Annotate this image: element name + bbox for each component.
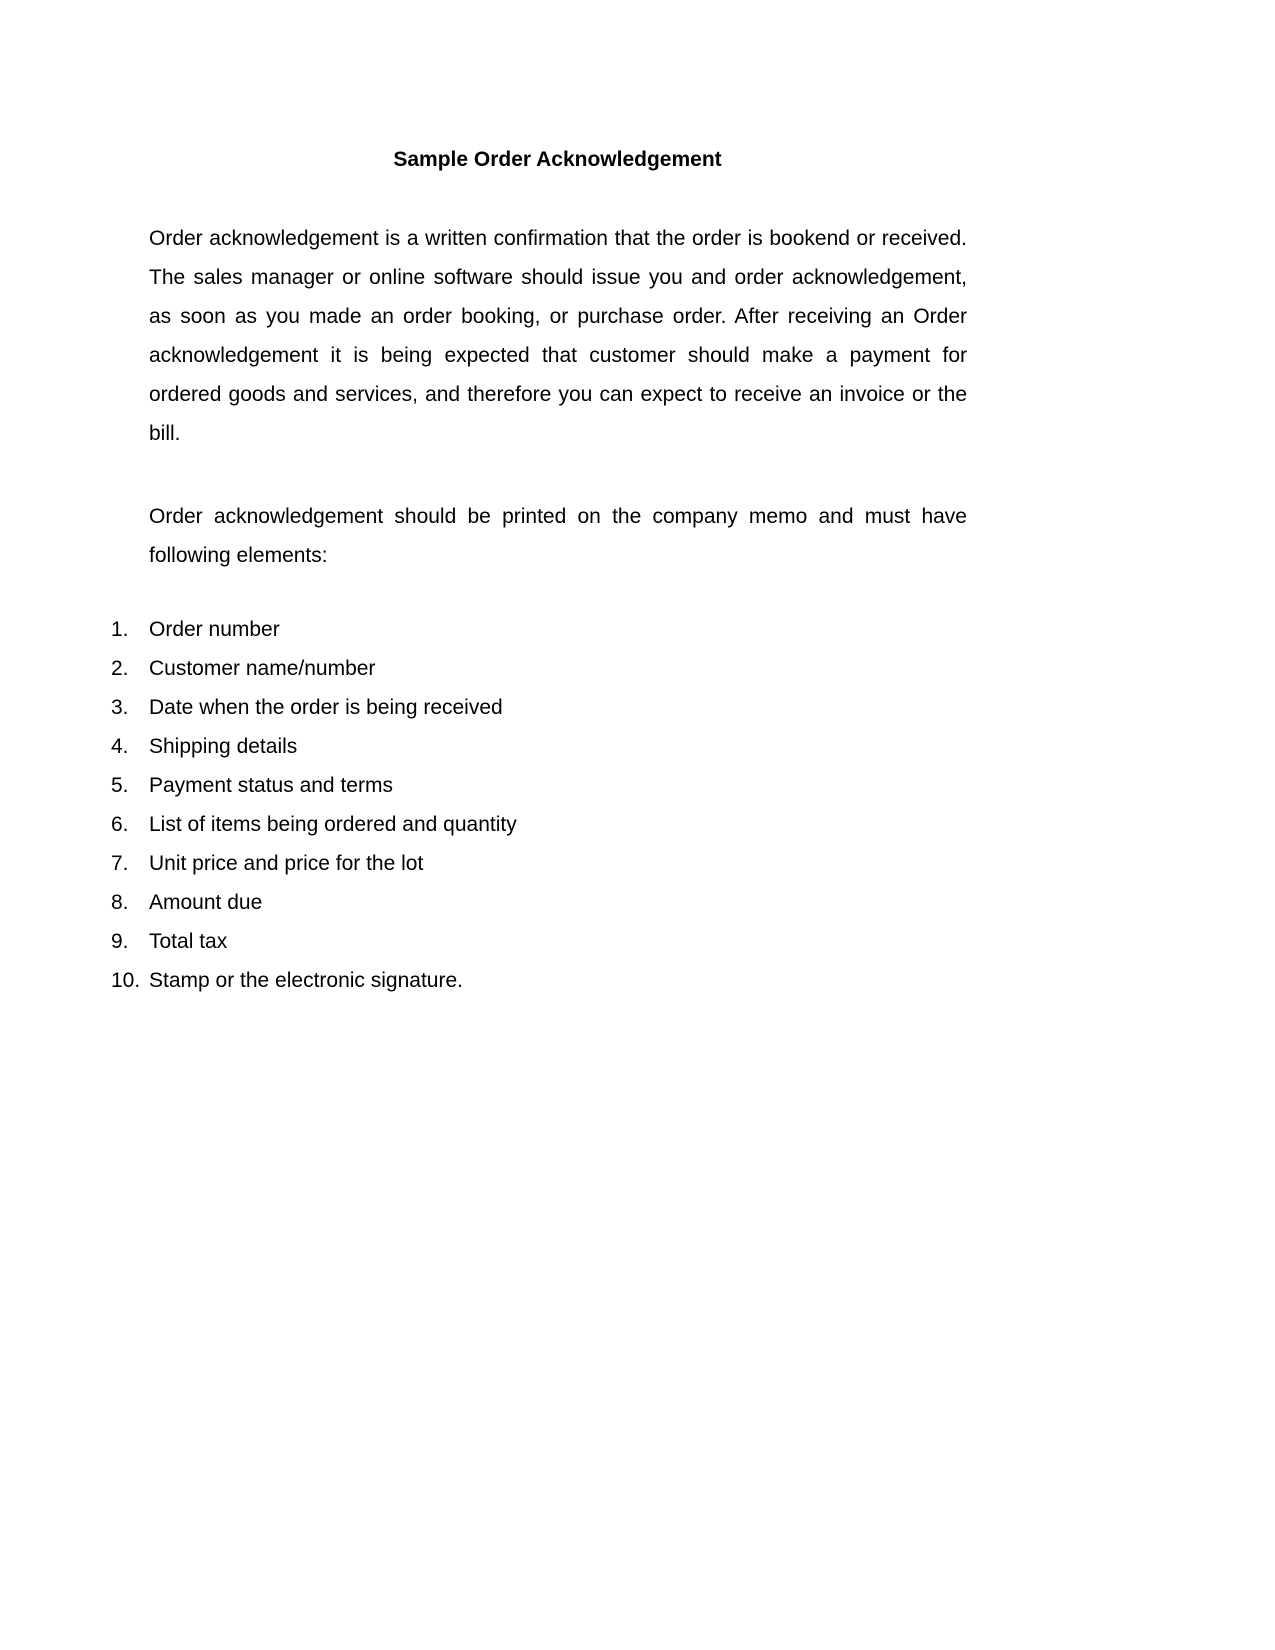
list-item-text: Amount due — [149, 891, 263, 914]
list-item-number: 6. — [111, 813, 129, 836]
list-item-number: 10. — [111, 969, 141, 992]
list-item-text: Customer name/number — [149, 657, 376, 680]
list-item-text: Shipping details — [149, 735, 298, 758]
list-item-number: 7. — [111, 852, 129, 875]
list-item-text: Stamp or the electronic signature. — [149, 969, 463, 992]
intro-paragraph: Order acknowledgement is a written confirmation that the order is bookend or received. The sales manager or online software should issue you and order acknowledgement, as soon as you made an order booking, or purchase order. After receiving an Order acknowledgement it is being expected that customer should make a payment for ordered goods and services, and therefore you can expect to receive an invoice or the bill. — [149, 227, 967, 445]
list-item-number: 4. — [111, 735, 129, 758]
document-title: Sample Order Acknowledgement — [393, 148, 722, 171]
list-item-text: List of items being ordered and quantity — [149, 813, 517, 836]
elements-paragraph: Order acknowledgement should be printed on the company memo and must have following elements: — [149, 505, 967, 567]
list-item-number: 5. — [111, 774, 129, 797]
list-item-text: Total tax — [149, 930, 228, 953]
list-item-number: 8. — [111, 891, 129, 914]
list-item-text: Unit price and price for the lot — [149, 852, 424, 875]
list-item-text: Payment status and terms — [149, 774, 393, 797]
list-item-text: Order number — [149, 618, 280, 641]
list-item-number: 1. — [111, 618, 129, 641]
list-item-text: Date when the order is being received — [149, 696, 503, 719]
list-item-number: 2. — [111, 657, 129, 680]
list-item-number: 3. — [111, 696, 129, 719]
list-item-number: 9. — [111, 930, 129, 953]
